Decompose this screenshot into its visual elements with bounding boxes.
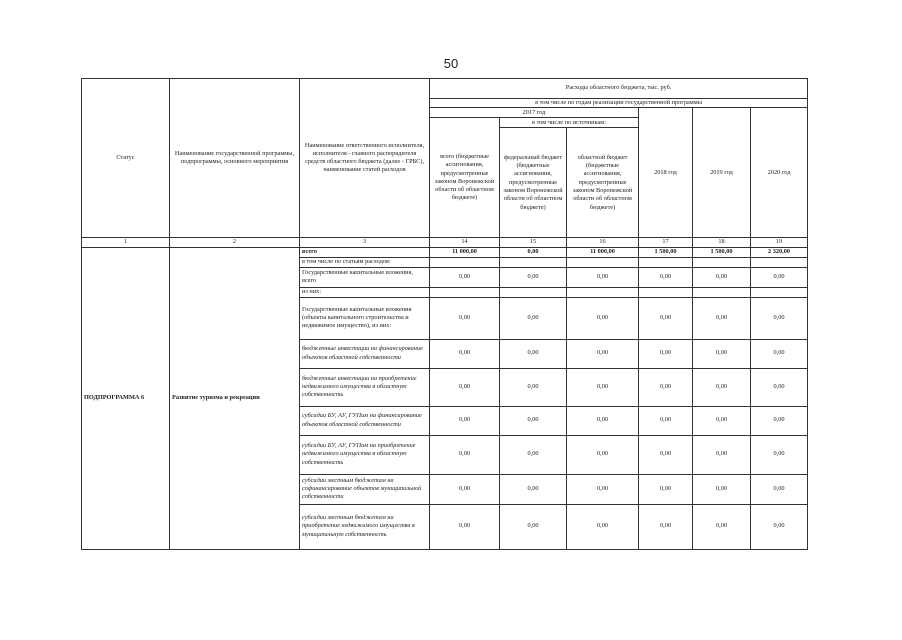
table-row [82, 247, 808, 257]
value-cell: 0,00 [567, 339, 639, 368]
row-label: из них: [300, 287, 430, 297]
by-sources-header: в том числе по источникам: [500, 118, 639, 128]
column-number-row [82, 238, 808, 247]
value-cell: 0,00 [693, 368, 751, 406]
value-cell: 0,00 [500, 368, 567, 406]
row-label: субсидии местным бюджетам на софинансирование объектов муниципальной собственности [300, 474, 430, 504]
column-number: 19 [751, 238, 808, 247]
value-cell: 0,00 [430, 297, 500, 339]
row-label: субсидии БУ, АУ, ГУПам на приобретение недвижимого имущества в областную собственность [300, 435, 430, 474]
value-cell: 0,00 [500, 247, 567, 257]
value-cell: 0,00 [693, 297, 751, 339]
value-cell: 0,00 [639, 339, 693, 368]
value-cell [430, 257, 500, 267]
program-name-header-cell [170, 79, 300, 238]
value-cell: 0,00 [500, 267, 567, 287]
value-cell: 0,00 [567, 406, 639, 435]
value-cell: 0,00 [751, 297, 808, 339]
value-cell: 0,00 [751, 267, 808, 287]
status-header: Статус [116, 154, 135, 161]
year-2019-header: 2019 год [693, 108, 751, 238]
value-cell: 0,00 [430, 435, 500, 474]
total-header: всего (бюджетные ассигнования, предусмотренные законом Воронежской области об областном бюджете) [430, 118, 500, 238]
value-cell: 0,00 [751, 504, 808, 549]
value-cell: 0,00 [567, 267, 639, 287]
value-cell [751, 257, 808, 267]
value-cell: 0,00 [639, 267, 693, 287]
year-2017-header: 2017 год [430, 108, 639, 118]
column-number: 14 [430, 238, 500, 247]
value-cell: 0,00 [693, 406, 751, 435]
value-cell: 0,00 [751, 368, 808, 406]
value-cell: 0,00 [430, 406, 500, 435]
value-cell: 0,00 [567, 297, 639, 339]
expenses-header: Расходы областного бюджета, тыс. руб. [430, 79, 808, 99]
row-label: субсидии БУ, АУ, ГУПам на финансирование объектов областной собственности [300, 406, 430, 435]
subprogram-name: Развитие туризма и рекреации [170, 247, 300, 549]
value-cell [500, 257, 567, 267]
value-cell: 0,00 [500, 504, 567, 549]
federal-header: федеральный бюджет (бюджетные ассигнования, предусмотренные законом Воронежской области об областном бюджете) [500, 128, 567, 238]
value-cell: 0,00 [430, 339, 500, 368]
value-cell: 0,00 [639, 474, 693, 504]
value-cell: 0,00 [693, 435, 751, 474]
value-cell: 11 000,00 [430, 247, 500, 257]
value-cell [430, 287, 500, 297]
column-number: 3 [300, 238, 430, 247]
value-cell: 0,00 [500, 297, 567, 339]
value-cell: 0,00 [639, 368, 693, 406]
column-number: 1 [82, 238, 170, 247]
value-cell: 0,00 [567, 504, 639, 549]
value-cell: 0,00 [751, 339, 808, 368]
column-number: 17 [639, 238, 693, 247]
regional-header: областной бюджет (бюджетные ассигнования, предусмотренные законом Воронежской области об областном бюджете) [567, 128, 639, 238]
column-number: 2 [170, 238, 300, 247]
value-cell: 0,00 [751, 474, 808, 504]
executor-header-cell [300, 79, 430, 238]
value-cell: 0,00 [430, 474, 500, 504]
value-cell: 0,00 [693, 504, 751, 549]
value-cell: 0,00 [567, 368, 639, 406]
year-2018-header: 2018 год [639, 108, 693, 238]
value-cell [751, 287, 808, 297]
value-cell: 0,00 [639, 435, 693, 474]
value-cell: 0,00 [639, 297, 693, 339]
value-cell: 0,00 [567, 435, 639, 474]
value-cell: 0,00 [500, 474, 567, 504]
value-cell [693, 287, 751, 297]
value-cell [639, 257, 693, 267]
row-label: субсидии местным бюджетам на приобретение недвижимого имущества в муниципальную собственность [300, 504, 430, 549]
value-cell: 0,00 [693, 339, 751, 368]
value-cell: 0,00 [430, 267, 500, 287]
value-cell: 1 500,00 [639, 247, 693, 257]
row-label: в том числе по статьям расходов: [300, 257, 430, 267]
row-label: всего [300, 247, 430, 257]
value-cell [639, 287, 693, 297]
value-cell: 2 320,00 [751, 247, 808, 257]
value-cell [567, 287, 639, 297]
value-cell: 0,00 [751, 435, 808, 474]
executor-header: Наименование ответственного исполнителя, исполнителя - главного распорядителя средств областного бюджета (далее - ГРБС), наименование статей расходов [304, 141, 425, 174]
value-cell: 0,00 [500, 435, 567, 474]
value-cell: 0,00 [500, 406, 567, 435]
budget-table [81, 78, 808, 550]
value-cell: 11 000,00 [567, 247, 639, 257]
value-cell: 1 500,00 [693, 247, 751, 257]
page-number: 50 [443, 56, 459, 71]
column-number: 18 [693, 238, 751, 247]
subprogram-status: ПОДПРОГРАММА 6 [82, 247, 170, 549]
value-cell [500, 287, 567, 297]
year-2020-header: 2020 год [751, 108, 808, 238]
value-cell [567, 257, 639, 267]
row-label: бюджетные инвестиции на финансирование объектов областной собственности [300, 339, 430, 368]
value-cell: 0,00 [430, 504, 500, 549]
status-header-cell [82, 79, 170, 238]
row-label: Государственные капитальные вложения, всего [300, 267, 430, 287]
value-cell [693, 257, 751, 267]
value-cell: 0,00 [430, 368, 500, 406]
program-name-header: Наименование государственной программы, подпрограммы, основного мероприятия [174, 149, 295, 166]
value-cell: 0,00 [639, 504, 693, 549]
column-number: 16 [567, 238, 639, 247]
value-cell: 0,00 [693, 474, 751, 504]
header-row-expenses [82, 79, 808, 99]
row-label: Государственные капитальные вложения (объекты капитального строительства и недвижимое имущество), из них: [300, 297, 430, 339]
value-cell: 0,00 [751, 406, 808, 435]
value-cell: 0,00 [639, 406, 693, 435]
value-cell: 0,00 [567, 474, 639, 504]
row-label: бюджетные инвестиции на приобретение недвижимого имущества в областную собственность [300, 368, 430, 406]
value-cell: 0,00 [500, 339, 567, 368]
column-number: 15 [500, 238, 567, 247]
by-years-header: в том числе по годам реализации государственной программы [430, 99, 808, 108]
value-cell: 0,00 [693, 267, 751, 287]
